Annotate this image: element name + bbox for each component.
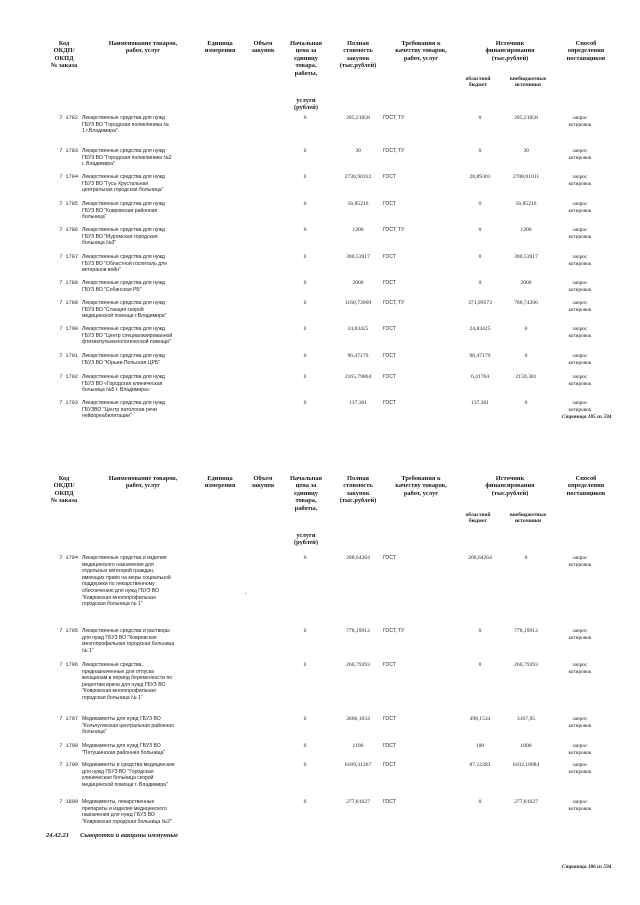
header-quality: Требования к качеству товаров, работ, услуг <box>395 475 447 497</box>
quality-standard: ГОСТ <box>383 555 396 561</box>
total-cost: 30 <box>355 148 361 154</box>
extra-budget: 2000 <box>520 280 532 286</box>
procurement-method: запрос котировок <box>568 662 592 675</box>
extra-budget: 1000 <box>520 743 532 749</box>
total-cost: 137,361 <box>348 400 368 406</box>
item-name: Лекарственные средства для нужд ГБУЗ ВО "Ковровская районная больница" <box>82 201 165 221</box>
start-price: 0 <box>303 254 307 260</box>
row-number: 7 1784 <box>59 174 78 180</box>
regional-budget: 0 <box>478 201 482 207</box>
extra-budget: 56,85216 <box>515 201 537 207</box>
header-extra: внебюджетные источники <box>509 512 547 525</box>
quality-standard: ГОСТ, ТУ <box>383 628 405 634</box>
procurement-method: запрос котировок <box>568 148 592 161</box>
extra-budget: 0 <box>524 400 528 406</box>
quality-standard: ГОСТ <box>383 743 396 749</box>
row-number: 7 1796 <box>59 662 78 668</box>
quality-standard: ГОСТ <box>383 353 396 359</box>
row-number: 7 1787 <box>59 254 78 260</box>
start-price: 0 <box>303 326 307 332</box>
total-cost: 1200 <box>352 227 364 233</box>
total-cost: 56,85216 <box>347 201 369 207</box>
procurement-method: запрос котировок <box>568 174 592 187</box>
header-name: Наименование товаров, работ, услуг <box>108 475 178 490</box>
quality-standard: ГОСТ <box>383 174 396 180</box>
regional-budget: 24,83425 <box>469 326 491 332</box>
extra-budget: 260,79393 <box>514 662 538 668</box>
start-price: 0 <box>303 280 307 286</box>
regional-budget: 0 <box>478 280 482 286</box>
quality-standard: ГОСТ, ТУ <box>383 148 405 154</box>
quality-standard: ГОСТ <box>383 374 396 380</box>
extra-budget: 0 <box>524 326 528 332</box>
regional-budget: 208,64264 <box>468 555 492 561</box>
page-footer: Страница 185 из 594 <box>562 414 612 420</box>
start-price: 0 <box>303 716 307 722</box>
total-cost: 24,83425 <box>347 326 369 332</box>
row-number: 7 1794 <box>59 555 78 561</box>
extra-budget: 30 <box>523 148 529 154</box>
regional-budget: 0 <box>478 662 482 668</box>
item-name: Лекарственные средства для нужд ГБУЗ ВО "Станция скорой медицинской помощи г.Владимира" <box>82 300 167 320</box>
regional-budget: 498,1534 <box>469 716 491 722</box>
extra-budget: 6102,18984 <box>512 762 540 768</box>
start-price: 0 <box>303 762 307 768</box>
procurement-method: запрос котировок <box>568 799 592 812</box>
row-number: 7 1800 <box>59 799 78 805</box>
header-regional: областной бюджет <box>465 76 491 89</box>
section-code: 24.42.21 <box>46 832 70 839</box>
row-number: 7 1788 <box>59 280 78 286</box>
extra-budget: 778,19912 <box>514 628 538 634</box>
extra-budget: 788,74396 <box>514 300 538 306</box>
row-number: 7 1795 <box>59 628 78 634</box>
scan-speck <box>245 593 246 594</box>
start-price: 0 <box>303 227 307 233</box>
page-footer: Страница 186 из 594 <box>562 864 612 870</box>
quality-standard: ГОСТ, ТУ <box>383 115 405 121</box>
start-price: 0 <box>303 115 307 121</box>
procurement-method: запрос котировок <box>568 254 592 267</box>
header-source: Источник финансирования (тыс.рублей) <box>485 40 535 62</box>
quality-standard: ГОСТ <box>383 799 396 805</box>
start-price: 0 <box>303 628 307 634</box>
row-number: 7 1792 <box>59 374 78 380</box>
quality-standard: ГОСТ, ТУ <box>383 227 405 233</box>
regional-budget: 0 <box>478 227 482 233</box>
header-start-price: Начальная цена за единицу товара, работы, <box>289 40 323 77</box>
regional-budget: 0 <box>478 148 482 154</box>
procurement-method: запрос котировок <box>568 227 592 240</box>
item-name: Медикаменты, лекарственные препараты и изделия медицинского назначения для нужд ГБУЗ ВО "Ковровская городская больница №2" <box>82 799 172 825</box>
item-name: Лекарственные средства для нужд ГБУЗВО "Центр патологии речи нейрореабилитации" <box>82 400 165 420</box>
row-number: 7 1785 <box>59 201 78 207</box>
row-number: 7 1798 <box>59 743 78 749</box>
total-cost: 1160,73969 <box>344 300 372 306</box>
row-number: 7 1799 <box>59 762 78 768</box>
extra-budget: 2708,01011 <box>512 174 540 180</box>
procurement-method: запрос котировок <box>568 374 592 387</box>
total-cost: 205,21858 <box>346 115 370 121</box>
quality-standard: ГОСТ <box>383 400 396 406</box>
start-price: 0 <box>303 400 307 406</box>
row-number: 7 1786 <box>59 227 78 233</box>
header-code: Код ОКДП/ ОКПД № заказа <box>50 475 78 505</box>
item-name: Лекарственные средства и изделия медицинского назначения для отдельных категорий граждан, имеющих право на меры социальной поддержки по лекарственному обеспечению для нужд ГБУЗ ВО "Ковровская многопрофильная городская больница № 1" <box>82 555 171 608</box>
quality-standard: ГОСТ <box>383 201 396 207</box>
extra-budget: 0 <box>524 353 528 359</box>
regional-budget: 0 <box>478 254 482 260</box>
item-name: Лекарственные средства для нужд ГБУЗ ВО "Городская поликлиника №2 г. Владимира" <box>82 148 172 168</box>
procurement-method: запрос котировок <box>568 201 592 214</box>
quality-standard: ГОСТ <box>383 326 396 332</box>
quality-standard: ГОСТ <box>383 716 396 722</box>
quality-standard: ГОСТ <box>383 662 396 668</box>
regional-budget: 96,47179 <box>469 353 491 359</box>
regional-budget: 371,99573 <box>468 300 492 306</box>
quality-standard: ГОСТ <box>383 280 396 286</box>
header-method: Способ определения поставщиков <box>566 475 606 497</box>
start-price: 0 <box>303 174 307 180</box>
item-name: Лекарственные средства для нужд ГБУЗ ВО "Собинская РБ" <box>82 280 165 293</box>
row-number: 7 1797 <box>59 716 78 722</box>
start-price: 0 <box>303 799 307 805</box>
start-price: 0 <box>303 662 307 668</box>
total-cost: 6189,31267 <box>344 762 372 768</box>
total-cost: 260,79393 <box>346 662 370 668</box>
header-quality: Требования к качеству товаров, работ, услуг <box>395 40 447 62</box>
item-name: Медикаменты для нужд ГБУЗ ВО "Петушинская районная больница" <box>82 743 166 756</box>
header-services: услуги (рублей) <box>294 532 318 547</box>
start-price: 0 <box>303 353 307 359</box>
item-name: Лекарственные средства для нужд ГБУЗ ВО "Центр специализированной фтизиопульмонологической помощи" <box>82 326 173 346</box>
regional-budget: 0 <box>478 628 482 634</box>
regional-budget: 0 <box>478 799 482 805</box>
item-name: Лекарственные средства для нужд ГБУЗ ВО "Городская поликлиника № 1 г.Владимира" <box>82 115 169 135</box>
header-start-price: Начальная цена за единицу товара, работы, <box>289 475 323 512</box>
start-price: 0 <box>303 148 307 154</box>
regional-budget: 6,41764 <box>470 374 490 380</box>
header-extra: внебюджетные источники <box>509 76 547 89</box>
start-price: 0 <box>303 555 307 561</box>
header-unit: Единица измерения <box>204 40 236 55</box>
row-number: 7 1790 <box>59 326 78 332</box>
header-unit: Единица измерения <box>204 475 236 490</box>
regional-budget: 137,361 <box>470 400 490 406</box>
extra-budget: 2159,381 <box>515 374 537 380</box>
header-code: Код ОКДП/ ОКПД № заказа <box>50 40 78 70</box>
procurement-method: запрос котировок <box>568 555 592 568</box>
total-cost: 300,53917 <box>346 254 370 260</box>
total-cost: 96,47179 <box>347 353 369 359</box>
procurement-method: запрос котировок <box>568 115 592 128</box>
header-source: Источник финансирования (тыс.рублей) <box>485 475 535 497</box>
total-cost: 208,64264 <box>346 555 370 561</box>
item-name: Медикаменты и средства медицинские для нужд ГБУЗ ВО "Городская клиническая больница скорой медицинской помощи г. Владимира" <box>82 762 175 788</box>
quality-standard: ГОСТ <box>383 762 396 768</box>
header-method: Способ определения поставщиков <box>566 40 606 62</box>
header-total: Полная стоимость закупок (тыс.рублей) <box>339 40 377 70</box>
extra-budget: 277,81627 <box>514 799 538 805</box>
item-name: Лекарственные средства для нужд ГБУЗ ВО "Муромская городская больница №3" <box>82 227 165 247</box>
start-price: 0 <box>303 743 307 749</box>
quality-standard: ГОСТ, ТУ <box>383 300 405 306</box>
item-name: Лекарственные средства для нужд ГБУЗ ВО "Гусь-Хрустальная центральная городская больница" <box>82 174 165 194</box>
total-cost: 2165,79864 <box>344 374 372 380</box>
start-price: 0 <box>303 374 307 380</box>
procurement-method: запрос котировок <box>568 326 592 339</box>
total-cost: 2736,90312 <box>344 174 372 180</box>
procurement-method: запрос котировок <box>568 762 592 775</box>
item-name: Лекарственные средства для нужд ГБУЗ ВО "Областной госпиталь для ветеранов войн" <box>82 254 167 274</box>
total-cost: 2000 <box>352 280 364 286</box>
quality-standard: ГОСТ <box>383 254 396 260</box>
total-cost: 277,81627 <box>346 799 370 805</box>
header-volume: Объем закупок <box>251 475 275 490</box>
extra-budget: 3167,95 <box>516 716 536 722</box>
header-total: Полная стоимость закупок (тыс.рублей) <box>339 475 377 505</box>
header-volume: Объем закупок <box>251 40 275 55</box>
document-page-186 <box>0 462 640 905</box>
procurement-method: запрос котировок <box>568 628 592 641</box>
procurement-method: запрос котировок <box>568 280 592 293</box>
procurement-method: запрос котировок <box>568 716 592 729</box>
procurement-method: запрос котировок <box>568 743 592 756</box>
row-number: 7 1791 <box>59 353 78 359</box>
regional-budget: 0 <box>478 115 482 121</box>
item-name: Лекарственные средства, предназначенные для отпуска женщинам в период беременности по рецептам врача для нужд ГБУЗ ВО "Ковровская многопрофильная городская больница № 1" <box>82 662 173 701</box>
item-name: Медикаменты для нужд ГБУЗ ВО "Кольчугинская центральная районная больница" <box>82 716 174 736</box>
regional-budget: 28,89301 <box>469 174 491 180</box>
row-number: 7 1789 <box>59 300 78 306</box>
item-name: Лекарственные средства для нужд ГБУЗ ВО «Городская клиническая больница №5 г. Владимира» <box>82 374 165 394</box>
row-number: 7 1782 <box>59 115 78 121</box>
extra-budget: 1200 <box>520 227 532 233</box>
row-number: 7 1793 <box>59 400 78 406</box>
procurement-method: запрос котировок <box>568 353 592 366</box>
total-cost: 3666,1034 <box>346 716 370 722</box>
row-number: 7 1783 <box>59 148 78 154</box>
start-price: 0 <box>303 201 307 207</box>
section-title: Сыворотки и вакцины иммунные <box>80 832 179 839</box>
regional-budget: 87,12283 <box>469 762 491 768</box>
total-cost: 1100 <box>352 743 364 749</box>
total-cost: 778,19912 <box>346 628 370 634</box>
extra-budget: 300,53917 <box>514 254 538 260</box>
start-price: 0 <box>303 300 307 306</box>
regional-budget: 100 <box>475 743 485 749</box>
procurement-method: запрос котировок <box>568 300 592 313</box>
header-name: Наименование товаров, работ, услуг <box>108 40 178 55</box>
extra-budget: 0 <box>524 555 528 561</box>
header-regional: областной бюджет <box>465 512 491 525</box>
procurement-method: запрос котировок <box>568 400 592 413</box>
item-name: Лекарственные средства для нужд ГБУЗ ВО "Юрьев-Польская ЦРБ" <box>82 353 165 366</box>
extra-budget: 205,21858 <box>514 115 538 121</box>
header-services: услуги (рублей) <box>294 97 318 112</box>
document-page-185 <box>0 0 640 445</box>
item-name: Лекарственные средства и растворы для нужд ГБУЗ ВО "Ковровская многопрофильная городская больница № 1" <box>82 628 175 654</box>
